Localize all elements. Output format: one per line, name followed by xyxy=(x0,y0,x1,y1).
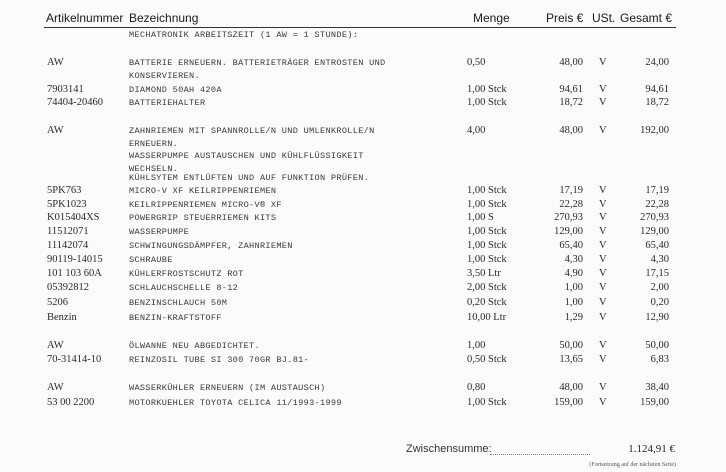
quantity: 0,50 xyxy=(467,57,486,68)
article-number: AW xyxy=(47,125,64,136)
quantity: 1,00 xyxy=(467,340,486,351)
line-total: 24,00 xyxy=(645,57,669,68)
unit-price: 48,00 xyxy=(559,125,583,136)
article-number: AW xyxy=(47,382,64,393)
vat-code: V xyxy=(599,254,607,265)
vat-code: V xyxy=(599,125,607,136)
line-total: 270,93 xyxy=(640,212,669,223)
quantity: 1,00 Stck xyxy=(467,84,507,95)
line-total: 94,61 xyxy=(645,84,669,95)
header-gesamt: Gesamt € xyxy=(620,11,673,25)
article-number: K015404XS xyxy=(47,212,100,223)
description: KONSERVIEREN. xyxy=(129,71,200,81)
line-total: 65,40 xyxy=(645,240,669,251)
description: SCHLAUCHSCHELLE 8-12 xyxy=(129,283,239,293)
header-menge: Menge xyxy=(473,11,510,25)
vat-code: V xyxy=(599,226,607,237)
header-bezeichnung: Bezeichnung xyxy=(129,11,199,25)
line-total: 192,00 xyxy=(640,125,669,136)
unit-price: 18,72 xyxy=(559,97,583,108)
line-total: 17,19 xyxy=(645,185,669,196)
description: DIAMOND 50AH 420A xyxy=(129,85,222,95)
unit-price: 50,00 xyxy=(559,340,583,351)
line-total: 50,00 xyxy=(645,340,669,351)
header-artikelnummer: Artikelnummer xyxy=(46,11,124,25)
description: KEILRIPPENRIEMEN MICRO-V® XF xyxy=(129,200,282,210)
article-number: 5206 xyxy=(47,297,68,308)
article-number: 101 103 60A xyxy=(47,268,102,279)
article-number: AW xyxy=(47,340,64,351)
line-total: 4,30 xyxy=(650,254,669,265)
article-number: Benzin xyxy=(47,312,77,323)
description: MICRO-V XF KEILRIPPENRIEMEN xyxy=(129,186,277,196)
unit-price: 22,28 xyxy=(559,199,583,210)
unit-price: 159,00 xyxy=(554,397,583,408)
quantity: 1,00 Stck xyxy=(467,254,507,265)
unit-price: 1,29 xyxy=(564,312,583,323)
header-rule xyxy=(44,27,676,28)
description: ERNEUERN. xyxy=(129,139,179,149)
unit-price: 65,40 xyxy=(559,240,583,251)
vat-code: V xyxy=(599,57,607,68)
description: WECHSELN. xyxy=(129,164,179,174)
vat-code: V xyxy=(599,312,607,323)
article-number: 90119-14015 xyxy=(47,254,103,265)
description: BENZIN-KRAFTSTOFF xyxy=(129,313,222,323)
quantity: 1,00 S xyxy=(467,212,494,223)
description: BATTERIEHALTER xyxy=(129,98,206,108)
line-total: 17,15 xyxy=(645,268,669,279)
article-number: 05392812 xyxy=(47,282,89,293)
description: REINZOSIL TUBE SI 300 70GR BJ.81- xyxy=(129,355,310,365)
vat-code: V xyxy=(599,185,607,196)
unit-price: 270,93 xyxy=(554,212,583,223)
quantity: 0,80 xyxy=(467,382,486,393)
vat-code: V xyxy=(599,282,607,293)
quantity: 0,50 Stck xyxy=(467,354,507,365)
article-number: 11142074 xyxy=(47,240,89,251)
unit-price: 4,30 xyxy=(564,254,583,265)
article-number: 11512071 xyxy=(47,226,89,237)
line-total: 18,72 xyxy=(645,97,669,108)
vat-code: V xyxy=(599,212,607,223)
description: BATTERIE ERNEUERN. BATTERIETRÄGER ENTROSTEN UND xyxy=(129,58,386,68)
subtotal-value: 1.124,91 € xyxy=(628,443,675,455)
description: SCHWINGUNGSDÄMPFER, ZAHNRIEMEN xyxy=(129,241,293,251)
description: SCHRAUBE xyxy=(129,255,173,265)
unit-price: 1,00 xyxy=(564,282,583,293)
line-total: 2,00 xyxy=(650,282,669,293)
quantity: 3,50 Ltr xyxy=(467,268,501,279)
description: KÜHLERFROSTSCHUTZ ROT xyxy=(129,269,244,279)
unit-price: 48,00 xyxy=(559,57,583,68)
header-ust: USt. xyxy=(592,11,616,25)
quantity: 1,00 Stck xyxy=(467,226,507,237)
vat-code: V xyxy=(599,84,607,95)
line-total: 22,28 xyxy=(645,199,669,210)
vat-code: V xyxy=(599,97,607,108)
vat-code: V xyxy=(599,268,607,279)
description: ÖLWANNE NEU ABGEDICHTET. xyxy=(129,341,260,351)
article-number: 70-31414-10 xyxy=(47,354,102,365)
article-number: AW xyxy=(47,57,64,68)
description: WASSERPUMPE AUSTAUSCHEN UND KÜHLFLÜSSIGKEIT xyxy=(129,151,364,161)
continuation-note: (Fortsetzung auf der nächsten Seite) xyxy=(589,462,676,468)
description: ZAHNRIEMEN MIT SPANNROLLE/N UND UMLENKROLLE/N xyxy=(129,126,375,136)
quantity: 4,00 xyxy=(467,125,486,136)
article-number: 5PK1023 xyxy=(47,199,87,210)
quantity: 1,00 Stck xyxy=(467,240,507,251)
vat-code: V xyxy=(599,199,607,210)
quantity: 0,20 Stck xyxy=(467,297,507,308)
quantity: 1,00 Stck xyxy=(467,199,507,210)
quantity: 2,00 Stck xyxy=(467,282,507,293)
vat-code: V xyxy=(599,354,607,365)
unit-price: 129,00 xyxy=(554,226,583,237)
unit-price: 17,19 xyxy=(559,185,583,196)
article-number: 5PK763 xyxy=(47,185,82,196)
header-preis: Preis € xyxy=(546,11,584,25)
description: WASSERPUMPE xyxy=(129,227,190,237)
line-total: 159,00 xyxy=(640,397,669,408)
description: MECHATRONIK ARBEITSZEIT (1 AW = 1 STUNDE): xyxy=(129,30,359,40)
vat-code: V xyxy=(599,382,607,393)
subtotal-label: Zwischensumme: xyxy=(406,443,492,455)
description: WASSERKÜHLER ERNEUERN (IM AUSTAUSCH) xyxy=(129,383,326,393)
line-total: 0,20 xyxy=(650,297,669,308)
vat-code: V xyxy=(599,397,607,408)
article-number: 53 00 2200 xyxy=(47,397,95,408)
unit-price: 4,90 xyxy=(564,268,583,279)
vat-code: V xyxy=(599,340,607,351)
line-total: 12,90 xyxy=(645,312,669,323)
vat-code: V xyxy=(599,297,607,308)
line-total: 6,83 xyxy=(650,354,669,365)
unit-price: 94,61 xyxy=(559,84,583,95)
description: POWERGRIP STEUERRIEMEN KITS xyxy=(129,213,277,223)
vat-code: V xyxy=(599,240,607,251)
quantity: 1,00 Stck xyxy=(467,185,507,196)
quantity: 1,00 Stck xyxy=(467,97,507,108)
subtotal-dotted-line xyxy=(490,454,590,455)
description: MOTORKUEHLER TOYOTA CELICA 11/1993-1999 xyxy=(129,398,342,408)
description: KÜHLSYTEM ENTLÜFTEN UND AUF FUNKTION PRÜFEN. xyxy=(129,173,370,183)
line-total: 38,40 xyxy=(645,382,669,393)
article-number: 7903141 xyxy=(47,84,84,95)
unit-price: 1,00 xyxy=(564,297,583,308)
line-total: 129,00 xyxy=(640,226,669,237)
article-number: 74404-20460 xyxy=(47,97,103,108)
unit-price: 13,65 xyxy=(559,354,583,365)
quantity: 10,00 Ltr xyxy=(467,312,507,323)
unit-price: 48,00 xyxy=(559,382,583,393)
quantity: 1,00 Stck xyxy=(467,397,507,408)
description: BENZINSCHLAUCH 50M xyxy=(129,298,228,308)
